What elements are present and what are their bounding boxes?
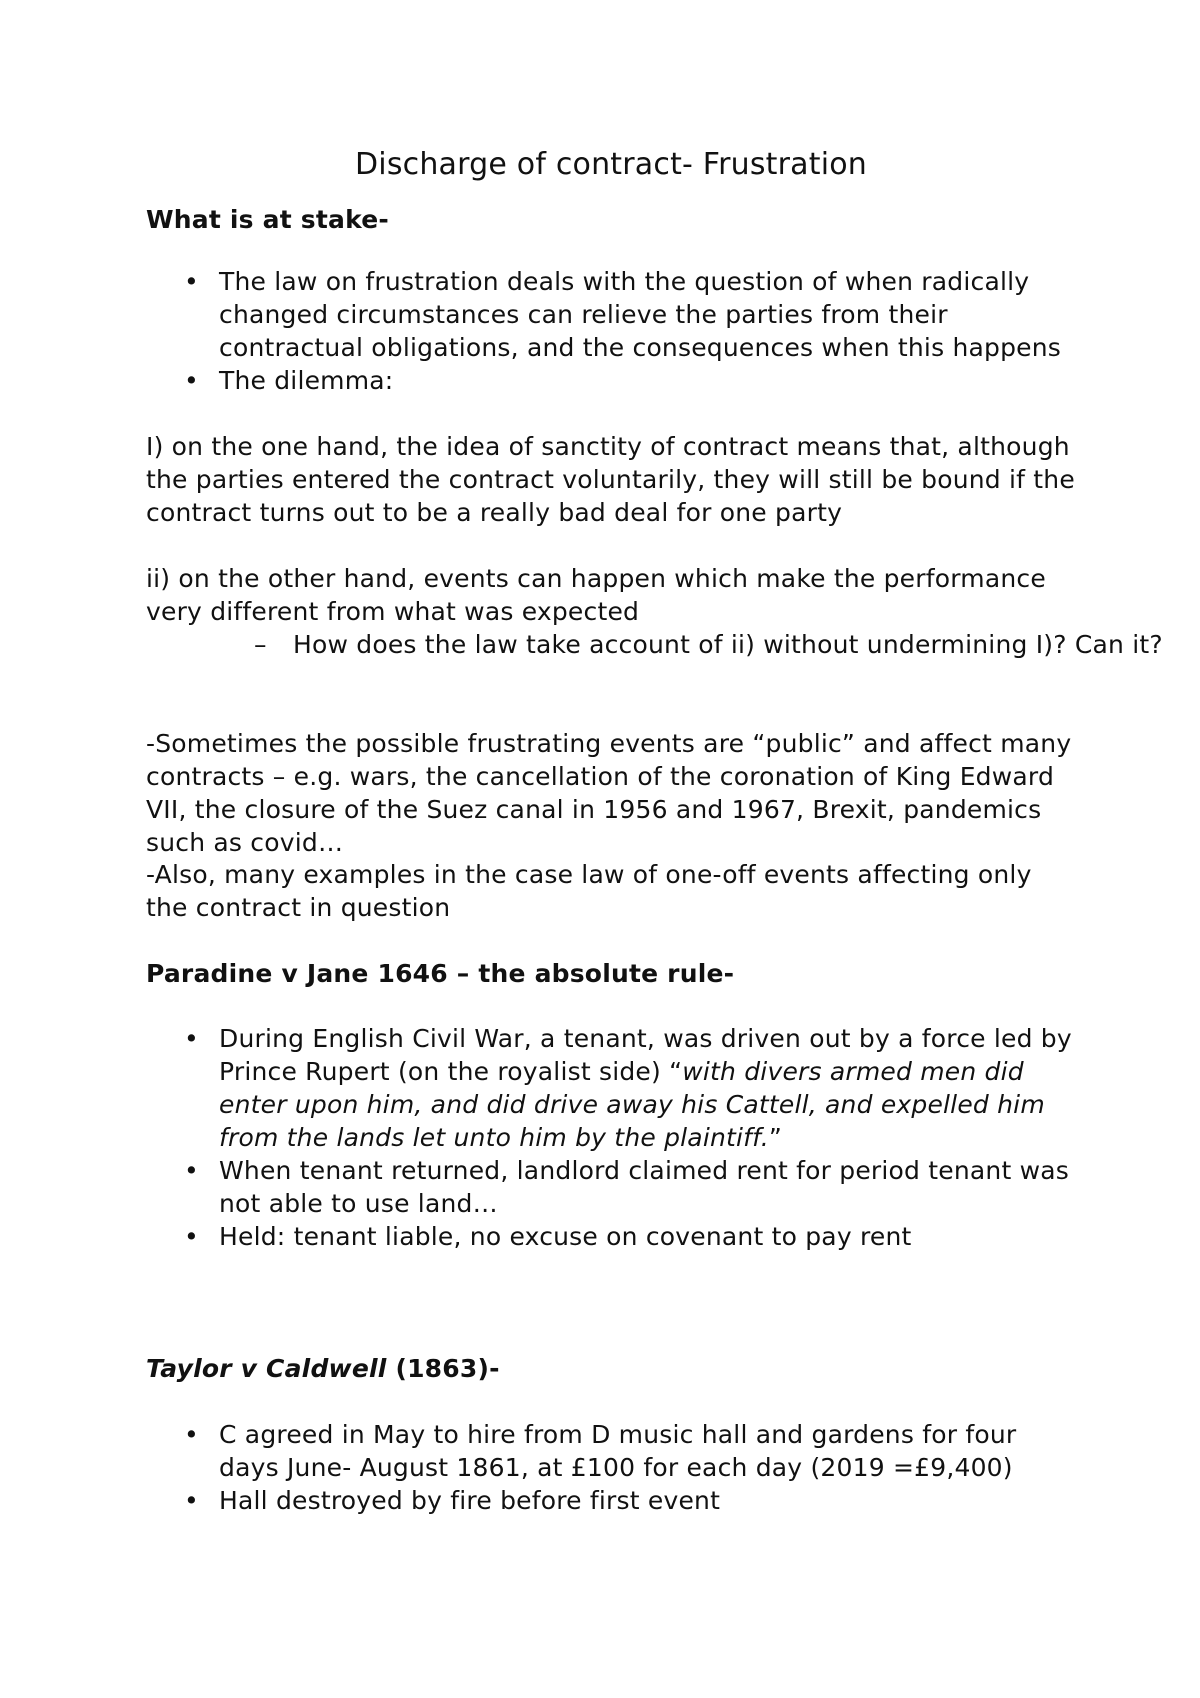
case-name: Taylor v Caldwell	[146, 1354, 387, 1383]
closing-quote: ”	[768, 1123, 783, 1152]
bullet-glyph: •	[184, 366, 199, 395]
quoted-passage: with divers armed men did enter upon him, and did drive away his Cattell, and expelled him from the lands let unto him by the plaintiff.	[219, 1057, 1045, 1152]
document-title: Discharge of contract- Frustration	[354, 147, 867, 182]
section3-bullet-list	[146, 1418, 1076, 1517]
list-item	[146, 364, 1076, 397]
dash-item-text: How does the law take account of ii) without undermining I)? Can it?	[293, 630, 1163, 659]
case-year: (1863)-	[386, 1354, 500, 1383]
section-heading-paradine-v-jane: Paradine v Jane 1646 – the absolute rule-	[146, 959, 735, 988]
section2-bullet-list	[146, 1022, 1076, 1253]
bullet-glyph: •	[184, 1420, 199, 1449]
section-heading-what-is-at-stake: What is at stake-	[146, 205, 389, 234]
list-item	[146, 1154, 1076, 1220]
dash-list-item	[146, 628, 1200, 661]
list-item-text: C agreed in May to hire from D music hall and gardens for four days June- August 1861, at £100 for each day (2019 =£9,400)	[219, 1420, 1017, 1482]
list-item-text: Hall destroyed by fire before first event	[219, 1486, 721, 1515]
list-item	[146, 1220, 1076, 1253]
list-item	[146, 1418, 1076, 1484]
bullet-glyph: •	[184, 1486, 199, 1515]
list-item-text: The law on frustration deals with the question of when radically changed circumstances can relieve the parties from their contractual obligations, and the consequences when this happens	[219, 267, 1062, 362]
dash-glyph: –	[254, 630, 267, 659]
section1-bullet-list	[146, 265, 1076, 397]
list-item-text: During English Civil War, a tenant, was driven out by a force led by Prince Rupert (on the royalist side) “	[219, 1024, 1072, 1086]
document-body	[146, 0, 1163, 1515]
list-item	[146, 1484, 1076, 1517]
list-item	[146, 265, 1076, 364]
bullet-glyph: •	[184, 267, 199, 296]
section-heading-taylor-v-caldwell	[146, 1352, 1076, 1385]
bullet-glyph: •	[184, 1024, 199, 1053]
paragraph-public-events: -Sometimes the possible frustrating events are “public” and affect many contracts – e.g. wars, the cancellation of the coronation of King Edward VII, the closure of the Suez canal in 1956 and 1967, Brexit, pandemics such as covid…	[146, 729, 1072, 857]
paragraph-other-hand: ii) on the other hand, events can happen which make the performance very different from what was expected	[146, 564, 1046, 626]
paragraph-one-off-events: -Also, many examples in the case law of one-off events affecting only the contract in question	[146, 860, 1032, 922]
list-item-text: When tenant returned, landlord claimed rent for period tenant was not able to use land…	[219, 1156, 1069, 1218]
list-item-text: The dilemma:	[219, 366, 394, 395]
bullet-glyph: •	[184, 1156, 199, 1185]
bullet-glyph: •	[184, 1222, 199, 1251]
list-item	[146, 1022, 1076, 1154]
paragraph-sanctity-of-contract: I) on the one hand, the idea of sanctity of contract means that, although the parties entered the contract voluntarily, they will still be bound if the contract turns out to be a really bad deal for one party	[146, 432, 1075, 527]
list-item-text: Held: tenant liable, no excuse on covenant to pay rent	[219, 1222, 912, 1251]
